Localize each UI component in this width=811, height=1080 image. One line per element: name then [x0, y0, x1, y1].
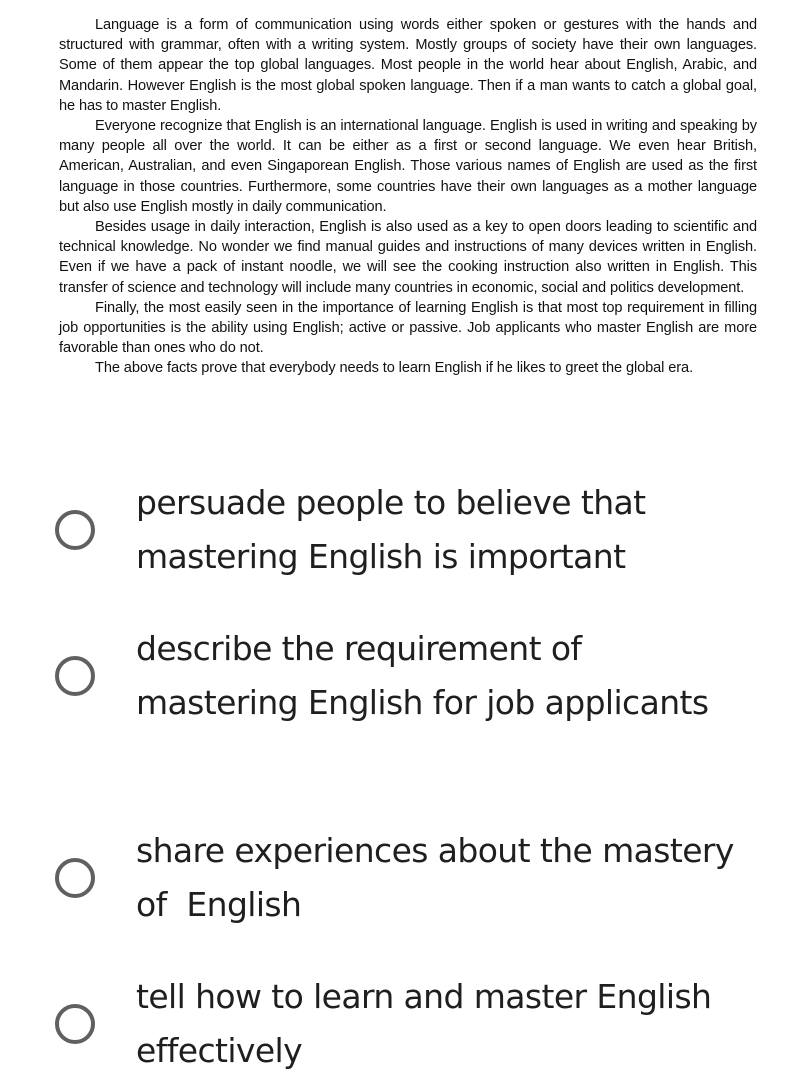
answer-option-label: describe the requirement of mastering English for job applicants	[136, 629, 709, 722]
answer-option-3[interactable]	[55, 824, 755, 932]
passage-paragraph-1: Language is a form of communication using words either spoken or gestures with the hands and structured with grammar, often with a writing system. Mostly groups of society have their own languages. Some of them appear the top global languages. Most people in the world hear about English, Arabic, and Mandarin. However English is the most global spoken language. Then if a man wants to catch a global goal, he has to master English.	[59, 17, 757, 114]
passage-paragraph-5: The above facts prove that everybody needs to learn English if he likes to greet the global era.	[95, 360, 694, 377]
reading-passage	[59, 15, 757, 379]
radio-unselected-icon[interactable]	[55, 858, 95, 898]
radio-unselected-icon[interactable]	[55, 510, 95, 550]
answer-option-4[interactable]	[55, 970, 755, 1078]
passage-paragraph-3: Besides usage in daily interaction, English is also used as a key to open doors leading to scientific and technical knowledge. No wonder we find manual guides and instructions of many devices written in English. Even if we have a pack of instant noodle, we will see the cooking instruction also written in English. This transfer of science and technology will include many countries in economic, social and politics development.	[59, 219, 757, 296]
answer-option-label: tell how to learn and master English effectively	[136, 977, 722, 1070]
answer-option-label: share experiences about the mastery of English	[136, 831, 744, 924]
answer-option-label: persuade people to believe that mastering English is important	[136, 483, 656, 576]
passage-paragraph-2: Everyone recognize that English is an international language. English is used in writing and speaking by many people all over the world. It can be either as a first or second language. We even hear British, American, Australian, and even Singaporean English. Those various names of English are used as the first language in those countries. Furthermore, some countries have their own languages as a mother language but also use English mostly in daily communication.	[59, 118, 757, 215]
radio-unselected-icon[interactable]	[55, 656, 95, 696]
answer-option-2[interactable]	[55, 622, 755, 730]
radio-unselected-icon[interactable]	[55, 1004, 95, 1044]
passage-paragraph-4: Finally, the most easily seen in the importance of learning English is that most top requirement in filling job opportunities is the ability using English; active or passive. Job applicants who master English are more favorable than ones who do not.	[59, 299, 757, 357]
answer-option-1[interactable]	[55, 476, 755, 584]
